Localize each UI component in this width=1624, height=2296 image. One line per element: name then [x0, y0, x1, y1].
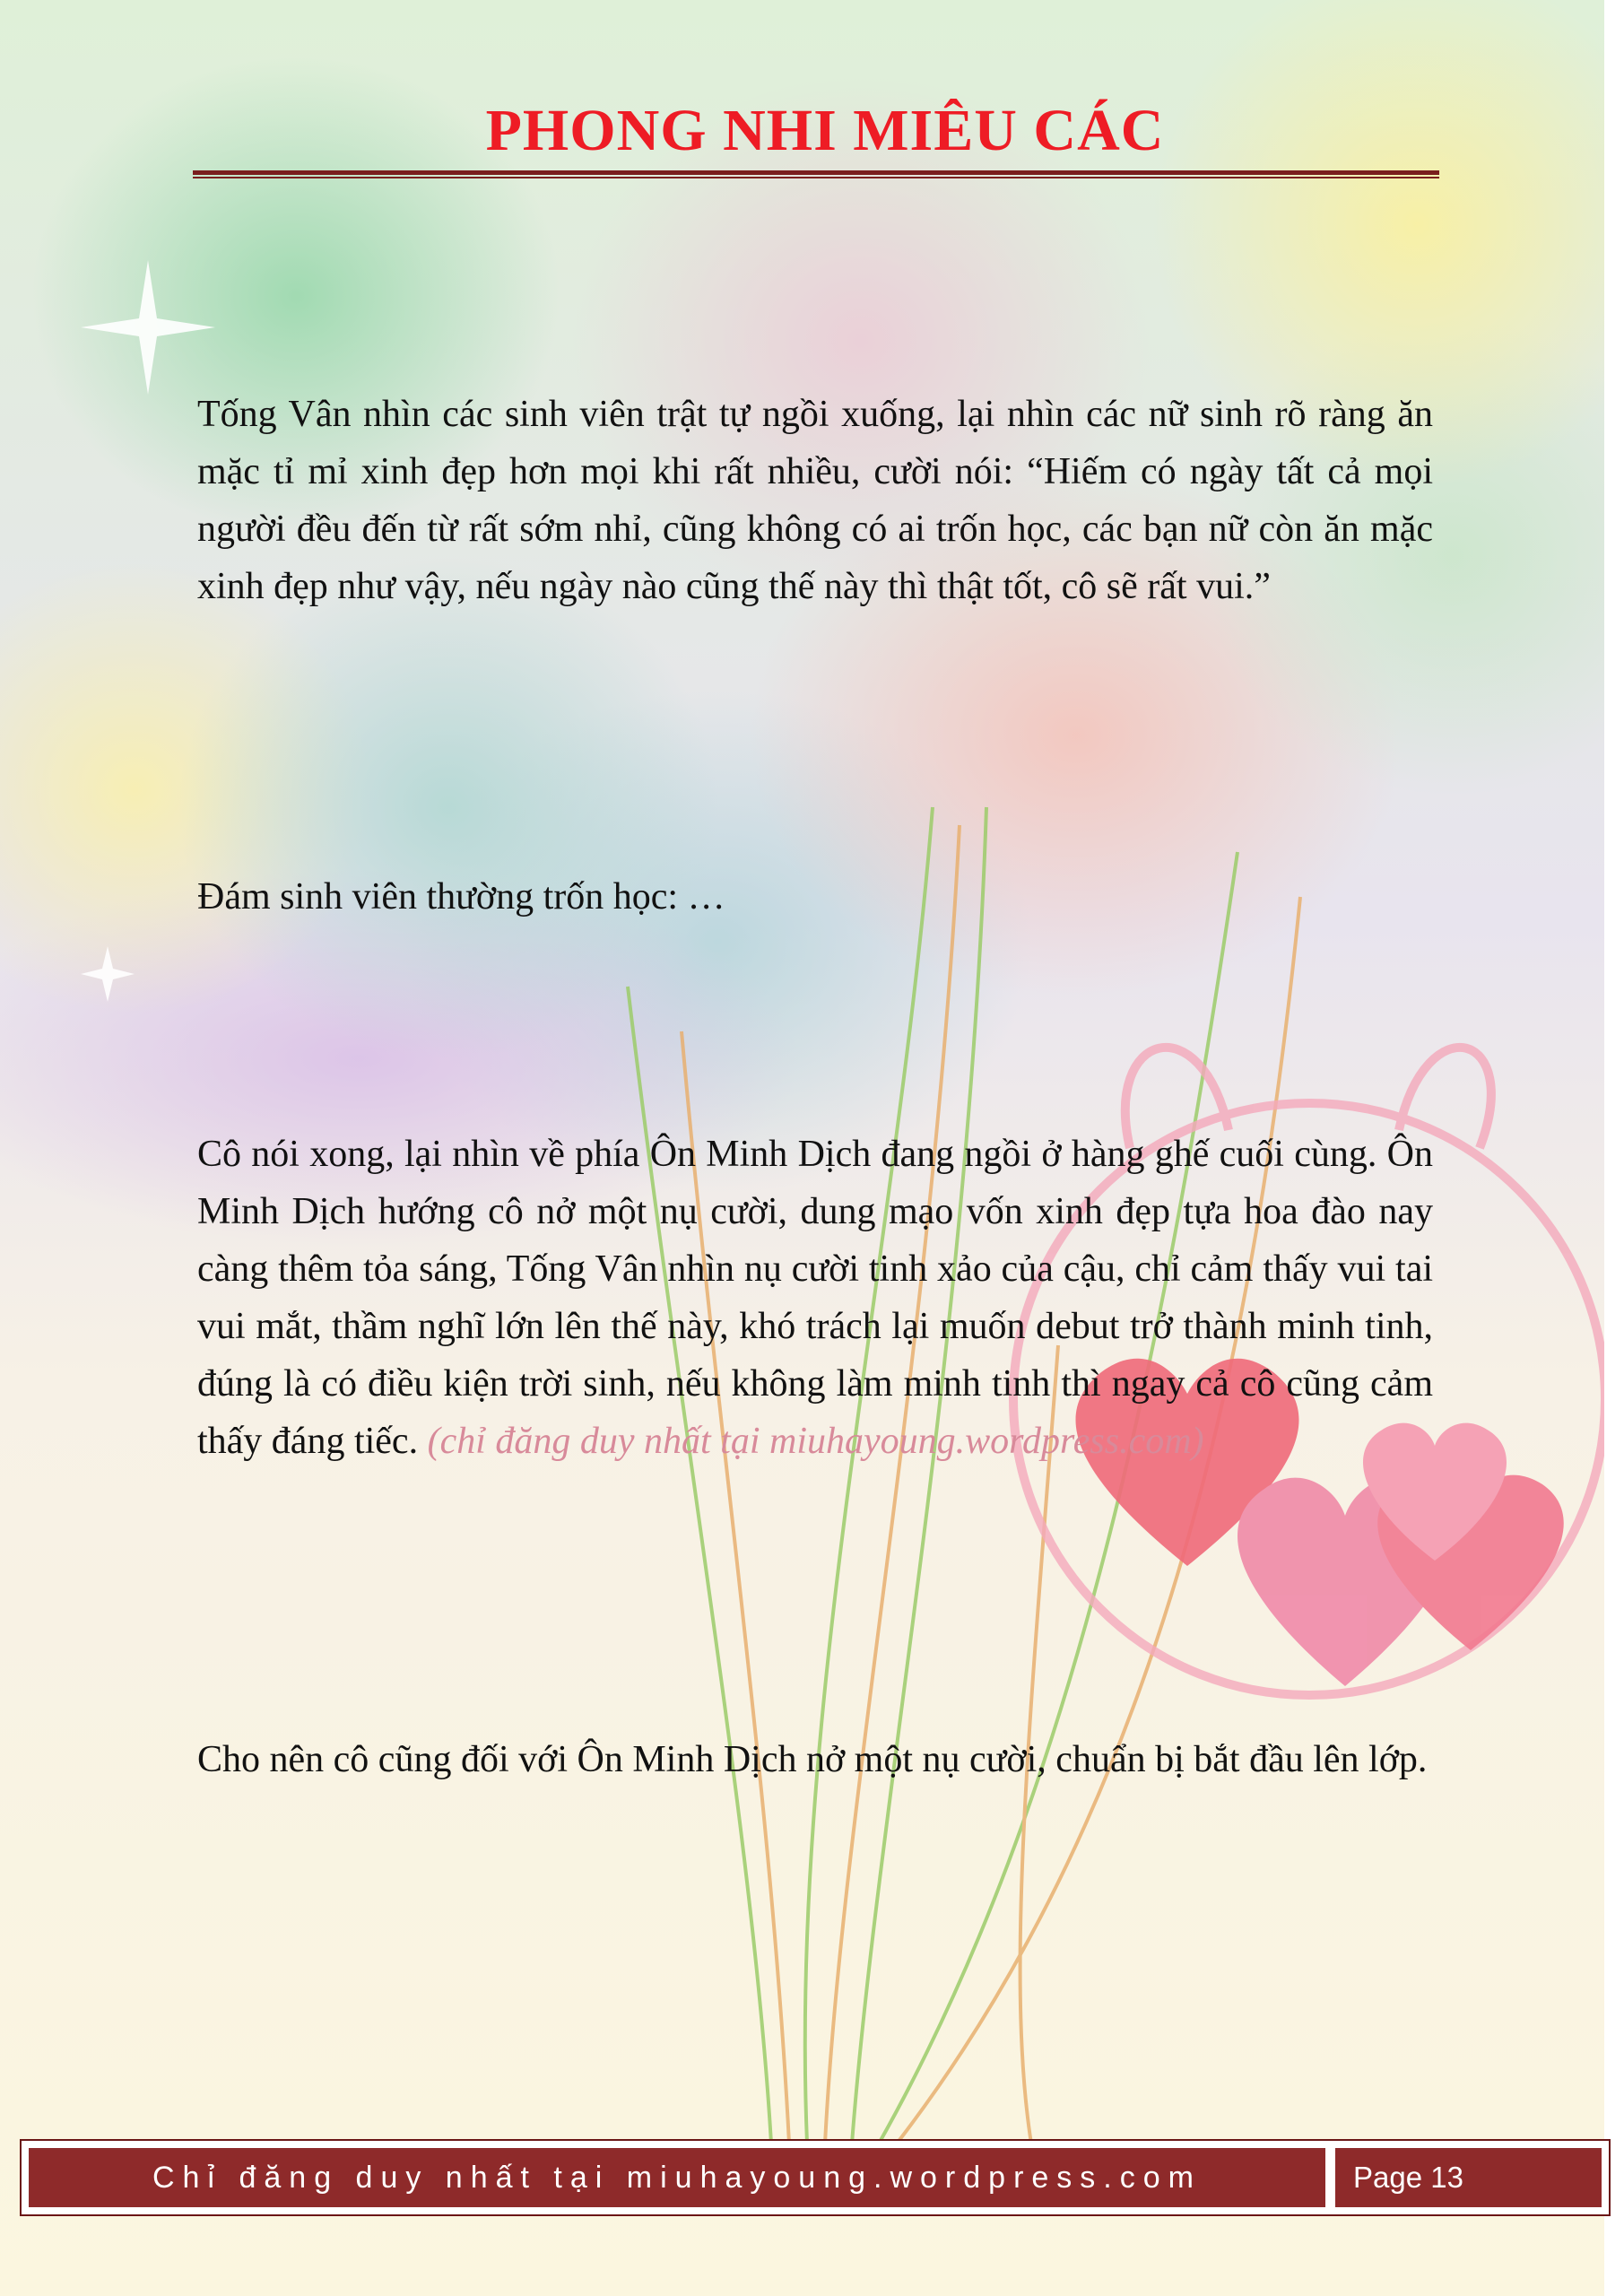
title-divider: [193, 170, 1439, 179]
page-number: Page 13: [1335, 2148, 1602, 2207]
paragraph-2: Đám sinh viên thường trốn học: …: [197, 876, 725, 918]
paragraph-1: Tống Vân nhìn các sinh viên trật tự ngồi xuống, lại nhìn các nữ sinh rõ ràng ăn mặc tỉ mỉ xinh đẹp hơn mọi khi rất nhiều, cười nói: “Hiếm có ngày tất cả mọi người đều đến từ rất sớm nhỉ, cũng không có ai trốn học, các bạn nữ còn ăn mặc xinh đẹp như vậy, nếu ngày nào cũng thế này thì thật tốt, cô sẽ rất vui.”: [197, 394, 1433, 607]
footer: [20, 2139, 1611, 2216]
paragraph-3-text: Cô nói xong, lại nhìn về phía Ôn Minh Dịch đang ngồi ở hàng ghế cuối cùng. Ôn Minh Dịch hướng cô nở một nụ cười, dung mạo vốn xinh đẹp tựa hoa đào nay càng thêm tỏa sáng, Tống Vân nhìn nụ cười tinh xảo của cậu, chỉ cảm thấy vui tai vui mắt, thầm nghĩ lớn lên thế này, khó trách lại muốn debut trở thành minh tinh, đúng là có điều kiện trời sinh, nếu không làm minh tinh thì ngay cả cô cũng cảm thấy đáng tiếc.: [197, 1134, 1433, 1462]
page-edge: [1604, 0, 1624, 2296]
paragraph-4: Cho nên cô cũng đối với Ôn Minh Dịch nở một nụ cười, chuẩn bị bắt đầu lên lớp.: [197, 1739, 1428, 1780]
paragraph-3: [197, 1126, 1433, 1470]
page-title: PHONG NHI MIÊU CÁC: [485, 98, 1165, 163]
watermark-text: (chỉ đăng duy nhất tại miuhayoung.wordpress.com): [427, 1421, 1204, 1462]
footer-site-text: Chỉ đăng duy nhất tại miuhayoung.wordpress.com: [29, 2148, 1325, 2207]
